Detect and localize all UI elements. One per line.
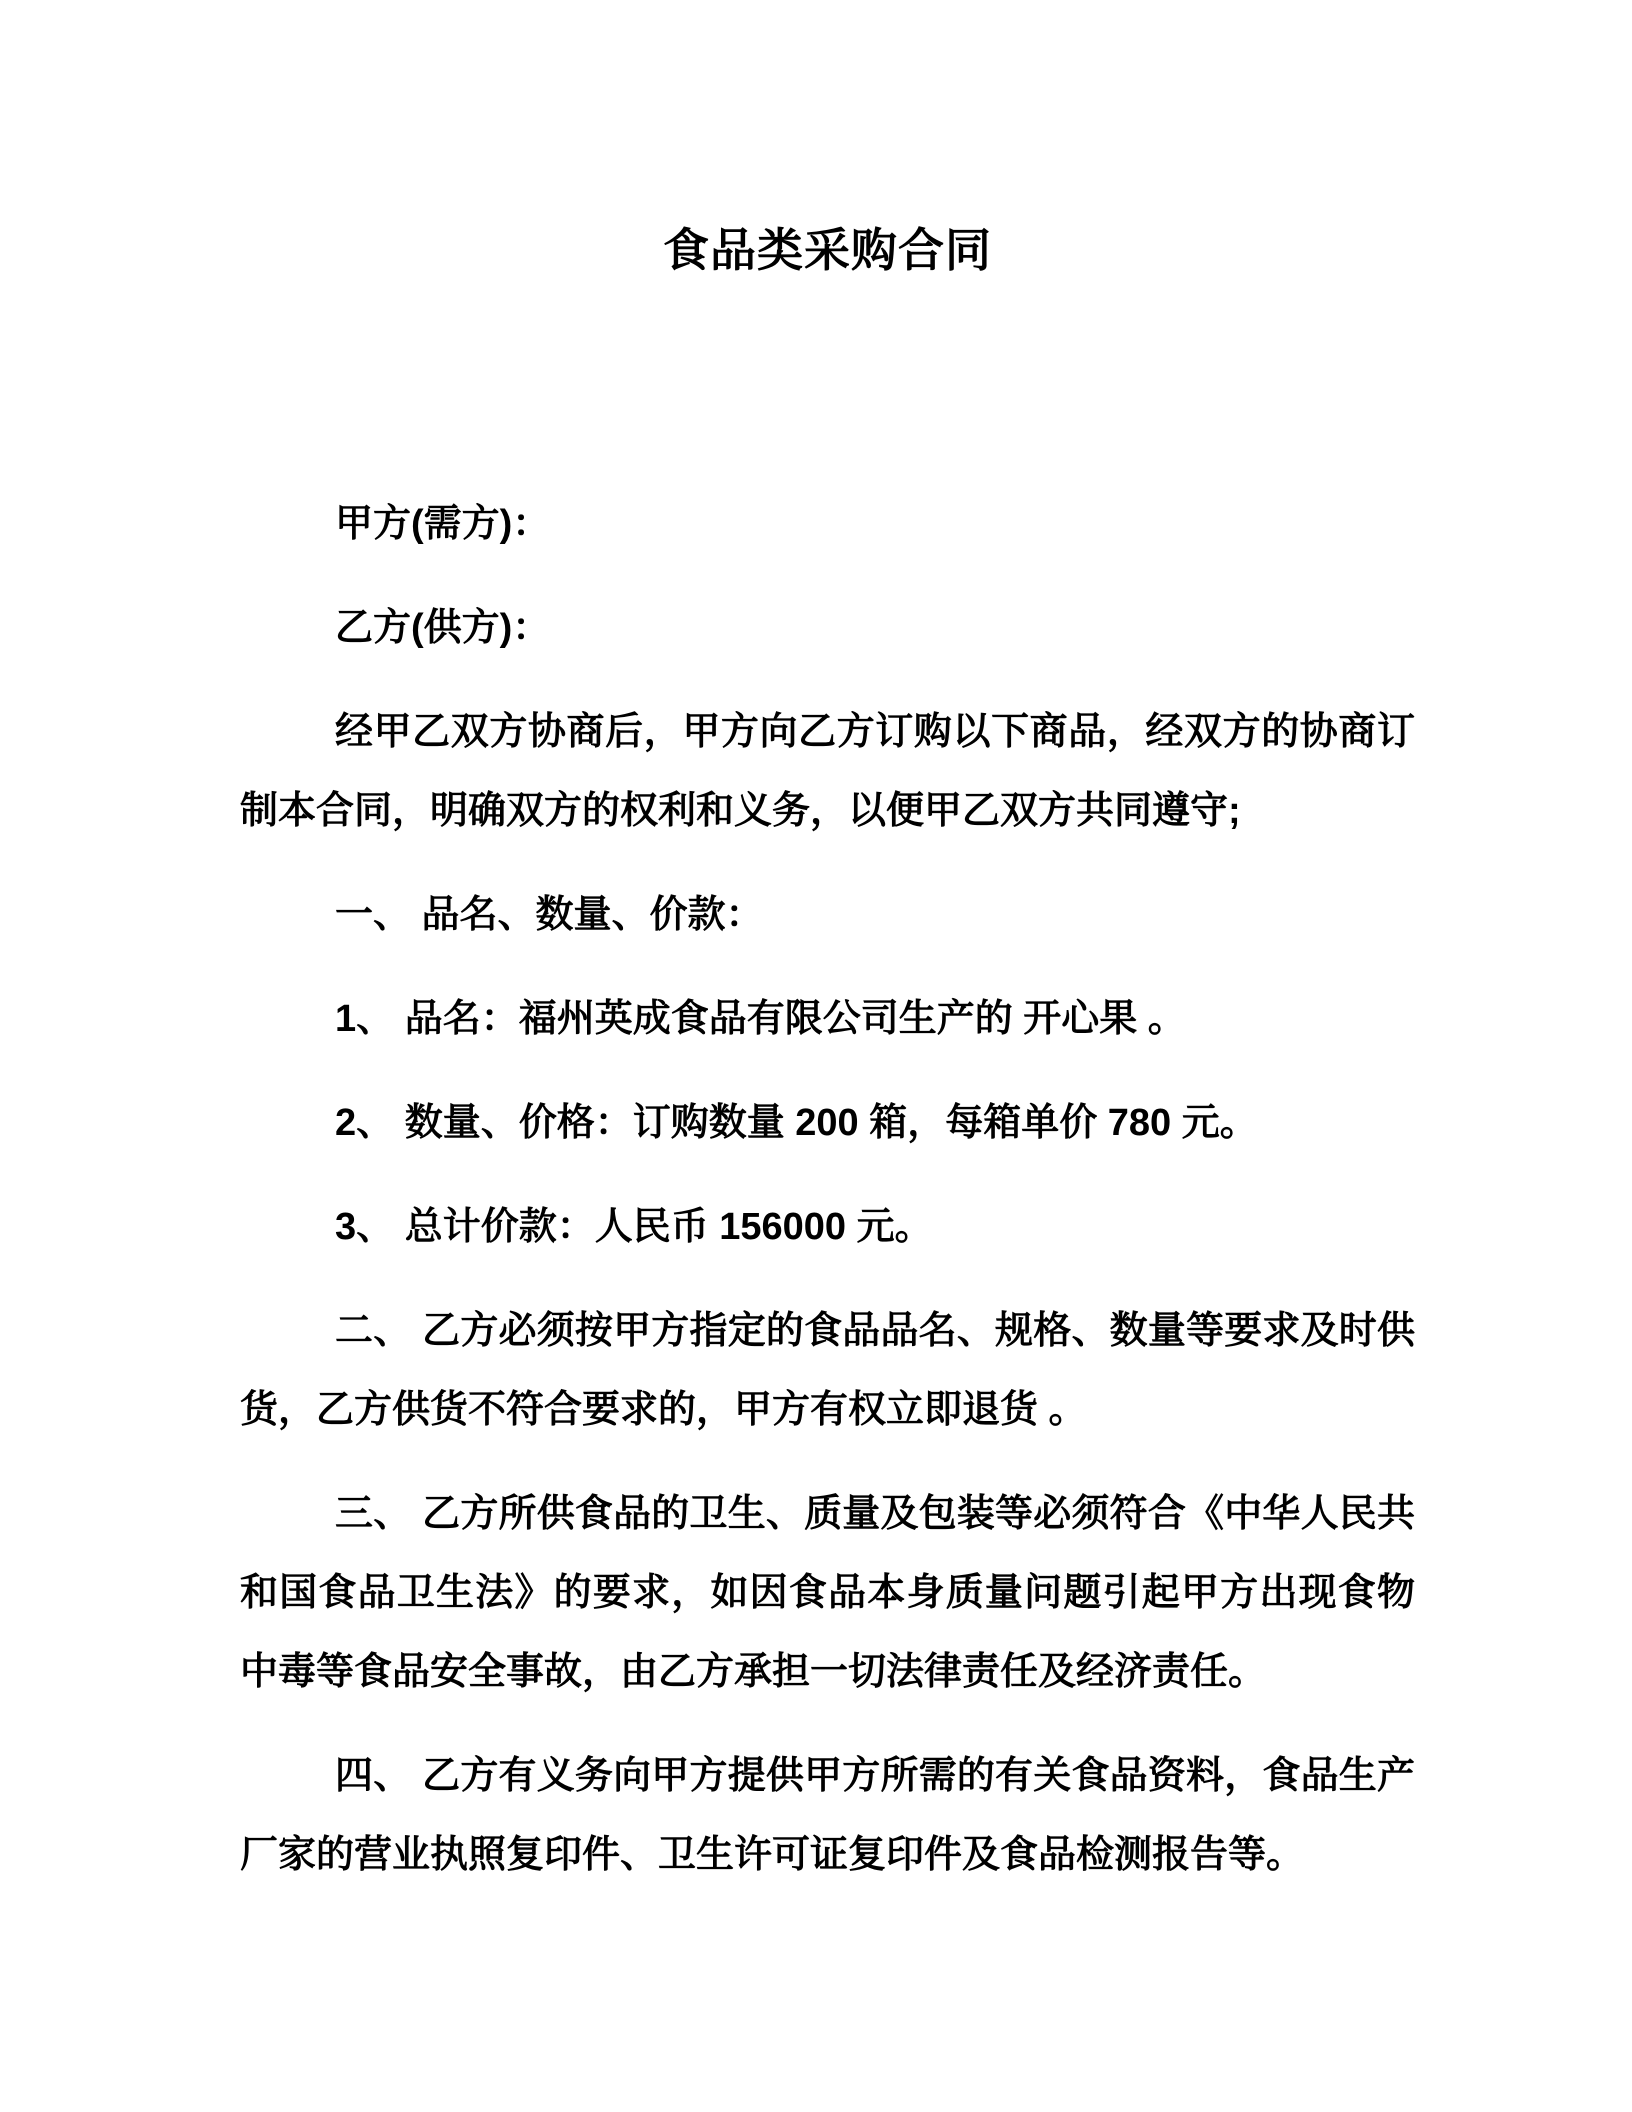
contract-clause-1-item-2: 2、 数量、价格：订购数量 200 箱，每箱单价 780 元。 [335,1102,1258,1144]
contract-clause-3: 三、 乙方所供食品的卫生、质量及包装等必须符合《中华人民共和国食品卫生法》的要求，如因食品本身质量问题引起甲方出现食物中毒等食品安全事故，由乙方承担一切法律责任及经济责任。 [240,1493,1415,1693]
contract-clause-1-item-1: 1、 品名：福州英成食品有限公司生产的 开心果 。 [335,998,1186,1040]
contract-paragraph-preamble: 经甲乙双方协商后，甲方向乙方订购以下商品，经双方的协商订制本合同，明确双方的权利和义务，以便甲乙双方共同遵守; [240,711,1415,832]
contract-paragraph-party-a: 甲方(需方)： [335,503,551,545]
contract-clause-1-heading: 一、 品名、数量、价款： [335,894,764,936]
contract-clause-1-item-3: 3、 总计价款：人民币 156000 元。 [335,1206,933,1248]
contract-title: 食品类采购合同 [663,224,992,276]
contract-paragraph-party-b: 乙方(供方)： [335,607,551,649]
contract-body [240,485,1415,1895]
contract-clause-4: 四、 乙方有义务向甲方提供甲方所需的有关食品资料，食品生产厂家的营业执照复印件、卫生许可证复印件及食品检测报告等。 [240,1755,1415,1876]
contract-clause-2: 二、 乙方必须按甲方指定的食品品名、规格、数量等要求及时供货，乙方供货不符合要求的，甲方有权立即退货 。 [240,1310,1415,1431]
